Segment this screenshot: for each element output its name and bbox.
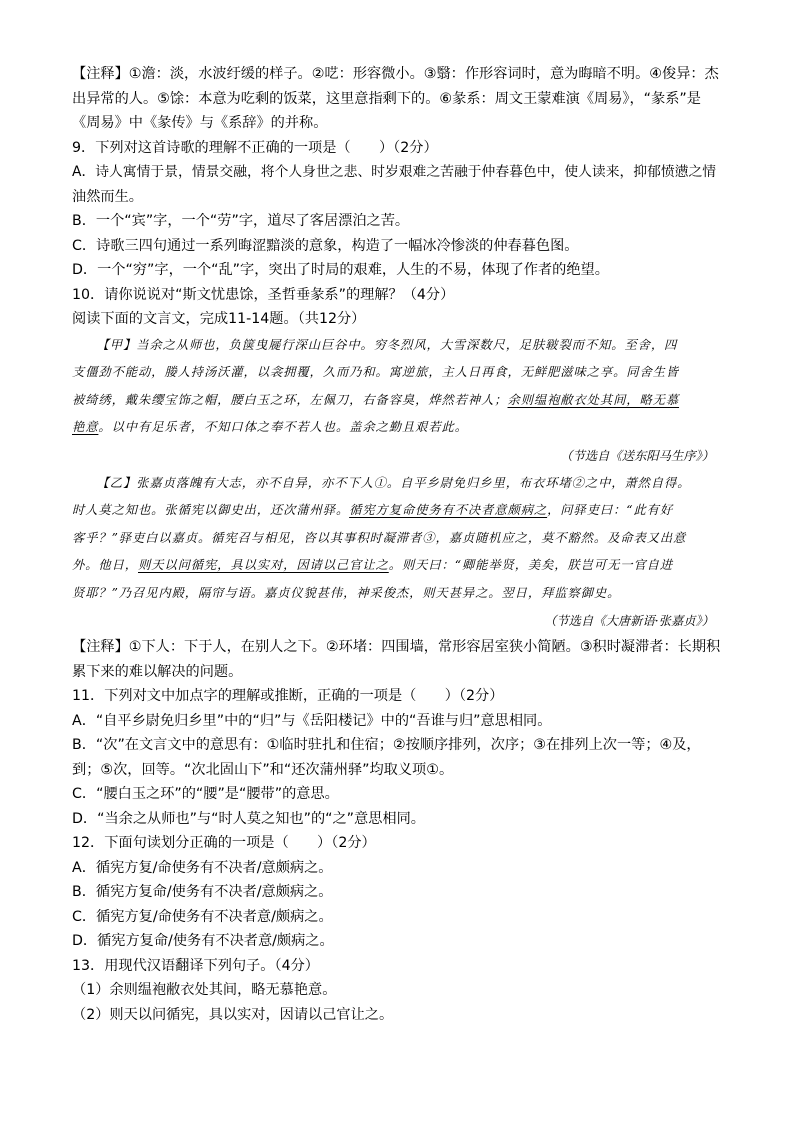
question-stem: 9．下列对这首诗歌的理解不正确的一项是（ ）（2分） bbox=[72, 139, 438, 156]
passage-text: 时人莫之知也。张循宪以御史出，还次蒲州驿。 bbox=[72, 503, 350, 517]
poem-annotations bbox=[72, 62, 724, 136]
passage-jia bbox=[72, 332, 724, 470]
annotation-line: 《周易》中《彖传》与《系辞》的并称。 bbox=[72, 115, 328, 131]
option-b: B．一个“宾”字，一个“劳”字，道尽了客居漂泊之苦。 bbox=[72, 213, 410, 229]
annotation-line: 出异常的人。⑤馀：本意为吃剩的饭菜，这里意指剩下的。⑥彖系：周文王蒙难演《周易》，“彖系”是 bbox=[72, 90, 701, 107]
passage-line: 【甲】当余之从师也，负箧曳屣行深山巨谷中。穷冬烈风，大雪深数尺，足肤皲裂而不知。至舍，四 bbox=[96, 337, 678, 352]
option-a: A．诗人寓情于景，情景交融，将个人身世之悲、时岁艰难之苦融于仲春暮色中，使人读来，抑郁愤懑之情 bbox=[72, 164, 717, 180]
option-c: C．循宪方复/命使务有不决者意/颇病之。 bbox=[72, 908, 333, 925]
translation-sentence-1: （1）余则缊袍敝衣处其间，略无慕艳意。 bbox=[72, 982, 337, 998]
question-10: 10．请你说说对“斯文忧患馀，圣哲垂彖系”的理解？（4分） bbox=[72, 286, 455, 303]
passage-text: 被绮绣，戴朱缨宝饰之帽，腰白玉之环，左佩刀，右备容臭，烨然若神人； bbox=[72, 392, 508, 407]
option-a-continued: 油然而生。 bbox=[72, 188, 143, 205]
question-stem: 12．下面句读划分正确的一项是（ ）（2分） bbox=[72, 835, 376, 851]
option-b: B．“次”在文言文中的意思有：①临时驻扎和住宿；②按顺序排列，次序；③在排列上次一等；④及， bbox=[72, 737, 701, 753]
underlined-sentence: 循宪方复命使务有不决者意颇病之 bbox=[349, 503, 548, 517]
question-stem: 11．下列对文中加点字的理解或推断，正确的一项是（ ）（2分） bbox=[72, 688, 504, 704]
translation-sentence-2: （2）则天以问循宪，具以实对，因请以己官让之。 bbox=[72, 1006, 394, 1023]
annotation-line: 【注释】①澹：淡，水波纡缓的样子。②呓：形容微小。③翳：作形容词时，意为晦暗不明。④俊异：杰 bbox=[72, 66, 719, 82]
question-9 bbox=[72, 136, 724, 283]
passage-line: 贤耶？”乃召见内殿，隔帘与语。嘉贞仪貌甚伟，神采俊杰，则天甚异之。翌日，拜监察御史。 bbox=[72, 585, 621, 600]
option-c: C．诗歌三四句通过一系列晦涩黯淡的意象，构造了一幅冰冷惨淡的仲春暮色图。 bbox=[72, 237, 579, 254]
option-d: D．一个“穷”字，一个“乱”字，突出了时局的艰难，人生的不易，体现了作者的绝望。 bbox=[72, 262, 609, 278]
passage-line: 客乎？”驿吏白以嘉贞。循宪召与相见，咨以其事积时凝滞者③，嘉贞随机应之，莫不豁然。及命表又出意 bbox=[72, 530, 687, 545]
passage-text: 外。他日， bbox=[72, 558, 138, 572]
passage-source: （节选自《送东阳马生序》） bbox=[560, 448, 714, 463]
underlined-sentence: 艳意 bbox=[72, 420, 99, 434]
passage-text: ，问驿吏曰：“此有好 bbox=[547, 503, 674, 517]
option-d: D．循宪方复命/使务有不决者意/颇病之。 bbox=[72, 933, 334, 949]
option-b: B．循宪方复命/使务有不决者/意颇病之。 bbox=[72, 884, 333, 900]
option-a: A．“自平乡尉免归乡里”中的“归”与《岳阳楼记》中的“吾谁与归”意思相同。 bbox=[72, 712, 552, 729]
underlined-sentence: 余则缊袍敝衣处其间，略无慕 bbox=[507, 392, 680, 407]
passage-line bbox=[72, 552, 724, 580]
question-11 bbox=[72, 684, 724, 831]
passage-text: 。则天曰：“卿能举贤，美矣，朕岂可无一官自进 bbox=[388, 558, 674, 572]
exam-page bbox=[72, 62, 724, 1027]
passage-line bbox=[72, 414, 724, 442]
option-c: C．“腰白玉之环”的“腰”是“腰带”的意思。 bbox=[72, 786, 339, 802]
annotation-line: 累下来的难以解决的问题。 bbox=[72, 663, 243, 680]
passage-line: 支僵劲不能动，媵人持汤沃灌，以衾拥覆，久而乃和。寓逆旅，主人日再食，无鲜肥滋味之享。同舍生皆 bbox=[72, 365, 680, 379]
passage-line: 【乙】张嘉贞落魄有大志，亦不自异，亦不下人①。自平乡尉免归乡里，布衣环堵②之中，萧然自得。 bbox=[96, 475, 691, 490]
question-13 bbox=[72, 954, 724, 1028]
underlined-sentence: 则天以问循宪，具以实对，因请以己官让之 bbox=[138, 558, 389, 572]
passage-line bbox=[72, 497, 724, 525]
question-stem: 13．用现代汉语翻译下列句子。（4分） bbox=[72, 957, 319, 974]
passage-text: 。以中有足乐者，不知口体之奉不若人也。盖余之勤且艰若此。 bbox=[98, 420, 468, 434]
passage-source: （节选自《大唐新语·张嘉贞》） bbox=[544, 614, 714, 628]
option-a: A．循宪方复/命使务有不决者/意颇病之。 bbox=[72, 859, 333, 876]
reading-intro: 阅读下面的文言文，完成11-14题。（共12分） bbox=[72, 311, 366, 327]
option-b-continued: 到；⑤次，回等。“次北固山下”和“还次蒲州驿”均取义项①。 bbox=[72, 761, 454, 778]
passage-annotations bbox=[72, 635, 724, 684]
annotation-line: 【注释】①下人：下于人，在别人之下。②环堵：四围墙，常形容居室狭小简陋。③积时凝滞者：长期积 bbox=[72, 639, 721, 655]
question-12 bbox=[72, 831, 724, 954]
passage-yi bbox=[72, 470, 724, 636]
passage-line bbox=[72, 387, 724, 415]
option-d: D．“当余之从师也”与“时人莫之知也”的“之”意思相同。 bbox=[72, 810, 425, 827]
